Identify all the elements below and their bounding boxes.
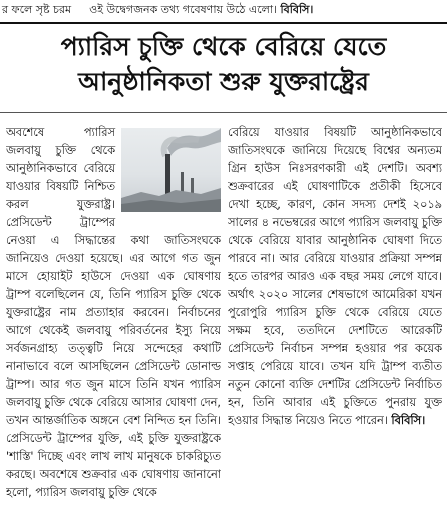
- article-source: বিবিসি।: [391, 414, 426, 427]
- top-news-line: [0, 0, 447, 20]
- article-left-column: [6, 124, 221, 514]
- article-right-column: [228, 124, 442, 514]
- article-left-text: অবশেষে প্যারিস জলবায়ু চুক্তি থেকে আনুষ্ঠানিকভাবে বেরিয়ে যাওয়ার বিষয়টি নিশ্চিত করল যুক্তরাষ্ট্র। প্রেসিডেন্ট ট্রাম্পের নেওয়া এ সিদ্ধান্তের কথা জাতিসংঘকে জানিয়েও দেওয়া হয়েছে। এর আগে গত জুন মাসে হোয়াইট হাউসে দেওয়া এক ঘোষণায় ট্রাম্প বলেছিলেন যে, তিনি প্যারিস চুক্তি থেকে যুক্তরাষ্ট্রের নাম প্রত্যাহার করবেন। নির্বাচনের আগে থেকেই জলবায়ু পরিবর্তনের ইস্যু নিয়ে সর্বজনগ্রাহ্য তত্ত্বটি নিয়ে সন্দেহের কথাটি নানাভাবে বলে আসছিলেন প্রেসিডেন্ট ডোনাল্ড ট্রাম্প। আর গত জুন মাসে তিনি যখন প্যারিস জলবায়ু চুক্তি থেকে বেরিয়ে আসার ঘোষণা দেন, তখন আন্তর্জাতিক অঙ্গনে বেশ নিন্দিত হন তিনি। প্রেসিডেন্ট ট্রাম্পের যুক্তি, এই চুক্তি যুক্তরাষ্ট্রকে 'শাস্তি' দিচ্ছে এবং লাখ লাখ মানুষকে চাকরিচ্যুত করছে। অবশেষে শুক্রবার এক ঘোষণায় জানানো হলো, প্যারিস জলবায়ু চুক্তি থেকে: [6, 126, 221, 499]
- smokestack-photo-drawing: [121, 128, 221, 212]
- top-line-left-fragment: র ফলে সৃষ্ট চরম: [2, 3, 72, 16]
- headline: [0, 30, 447, 100]
- headline-line-2: আনুষ্ঠানিকতা শুরু যুক্তরাষ্ট্রের: [78, 67, 369, 96]
- article-right-text: বেরিয়ে যাওয়ার বিষয়টি আনুষ্ঠানিকভাবে জাতিসংঘকে জানিয়ে দিয়েছে বিশ্বের অন্যতম গ্রিন হাউস নিঃসরণকারী এই দেশটি। অবশ্য শুক্রবারের এই ঘোষণাটিকে প্রতীকী হিসেবে দেখা হচ্ছে, কারণ, কোন সদস্য দেশই ২০১৯ সালের ৪ নভেম্বরের আগে প্যারিস জলবায়ু চুক্তি থেকে বেরিয়ে যাবার আনুষ্ঠানিক ঘোষণা দিতে পারবে না। আর বেরিয়ে যাওয়ার প্রক্রিয়া সম্পন্ন হতে তারপর আরও এক বছর সময় লেগে যাবে। অর্থাৎ ২০২০ সালের শেষভাগে আমেরিকা যখন পুরোপুরি প্যারিস চুক্তি থেকে বেরিয়ে যেতে সক্ষম হবে, ততদিনে দেশটিতে আরেকটি প্রেসিডেন্ট নির্বাচন সম্পন্ন হওয়ার পর কয়েক সপ্তাহ পেরিয়ে যাবে। তখন যদি ট্রাম্প ব্যতীত নতুন কোনো ব্যক্তি দেশটির প্রেসিডেন্ট নির্বাচিত হন, তিনি আবার এই চুক্তিতে পুনরায় যুক্ত হওয়ার সিদ্ধান্ত নিয়েও নিতে পারেন।: [228, 126, 442, 427]
- smokestack-photo: [121, 128, 221, 212]
- top-line-right-fragment: ওই উদ্বেগজনক তথ্য গবেষণায় উঠে এলো।: [89, 3, 277, 16]
- headline-divider: [0, 112, 447, 113]
- top-line-source: বিবিসি।: [280, 3, 314, 16]
- headline-line-1: প্যারিস চুক্তি থেকে বেরিয়ে যেতে: [60, 32, 387, 61]
- top-divider: [0, 22, 447, 24]
